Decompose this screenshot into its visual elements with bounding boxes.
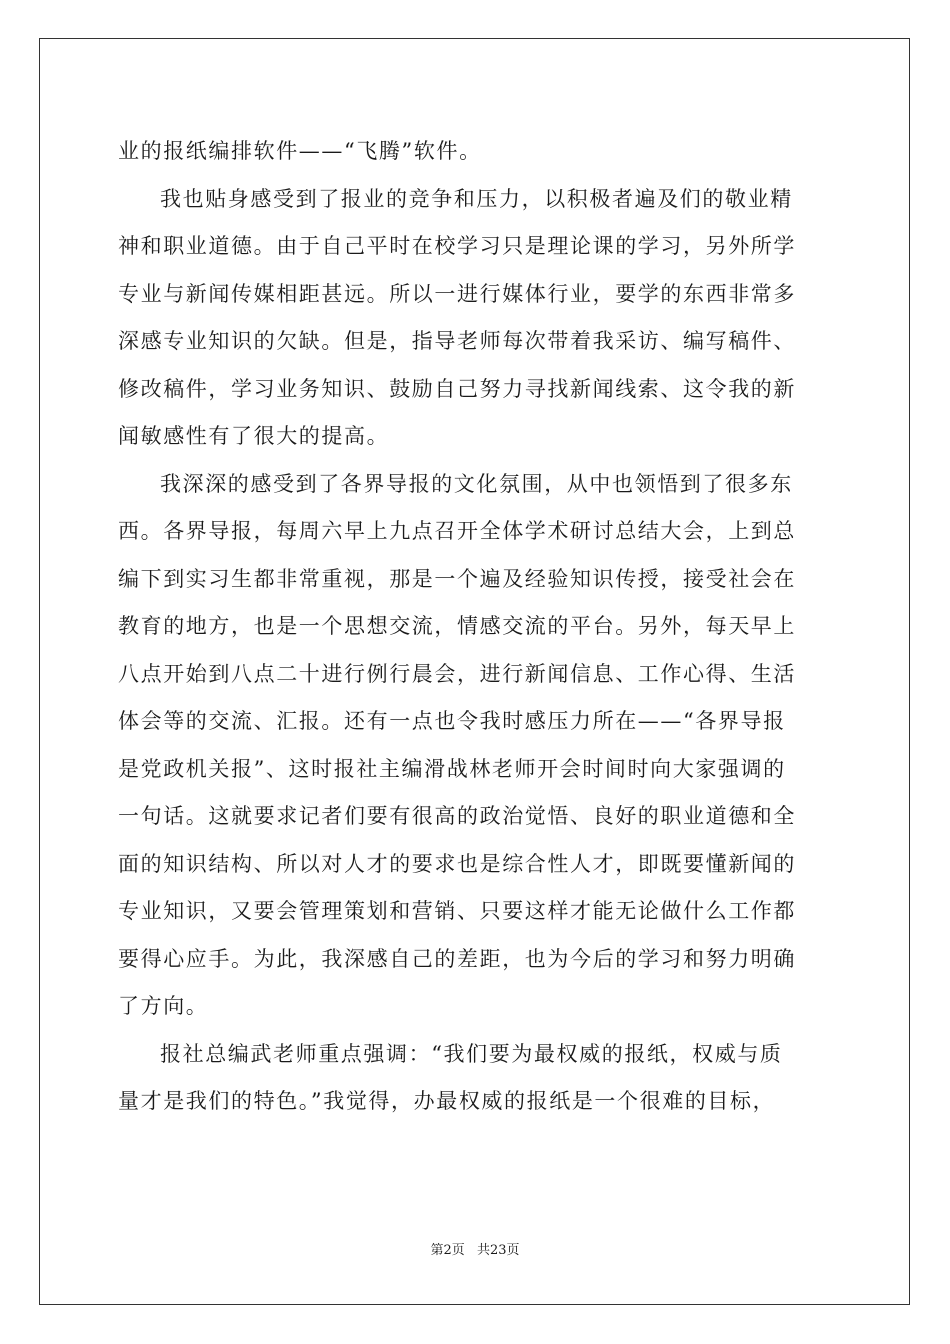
text-line: 我深深的感受到了各界导报的文化氛围，从中也领悟到了很多东 [160,472,793,496]
text-line: 修改稿件，学习业务知识、鼓励自己努力寻找新闻线索、这令我的新 [118,377,796,401]
text-line: 教育的地方，也是一个思想交流，情感交流的平台。另外，每天早上 [118,614,796,638]
page-total: 共23页 [476,1243,520,1258]
text-line: 面的知识结构、所以对人才的要求也是综合性人才，即既要懂新闻的 [118,852,796,876]
text-line: 神和职业道德。由于自己平时在校学习只是理论课的学习，另外所学 [118,234,796,258]
text-line: 我也贴身感受到了报业的竞争和压力，以积极者遍及们的敬业精 [160,187,793,211]
text-line: 闻敏感性有了很大的提高。 [118,424,390,448]
text-line: 是党政机关报”、这时报社主编滑战林老师开会时间时向大家强调的 [118,757,786,781]
text-line: 西。各界导报，每周六早上九点召开全体学术研讨总结大会，上到总 [118,519,796,543]
text-line: 量才是我们的特色。”我觉得，办最权威的报纸是一个很难的目标， [118,1089,776,1113]
text-line: 专业与新闻传媒相距甚远。所以一进行媒体行业，要学的东西非常多 [118,282,796,306]
text-line: 报社总编武老师重点强调：“我们要为最权威的报纸，权威与质 [160,1042,783,1066]
text-line: 编下到实习生都非常重视，那是一个遍及经验知识传授，接受社会在 [118,567,796,591]
page-number: 第2页 [430,1243,465,1258]
text-line: 深感专业知识的欠缺。但是，指导老师每次带着我采访、编写稿件、 [118,329,796,353]
text-line: 业的报纸编排软件——“飞腾”软件。 [118,139,482,163]
text-line: 一句话。这就要求记者们要有很高的政治觉悟、良好的职业道德和全 [118,804,796,828]
text-line: 要得心应手。为此，我深感自己的差距，也为今后的学习和努力明确 [118,947,796,971]
text-line: 专业知识，又要会管理策划和营销、只要这样才能无论做什么工作都 [118,899,796,923]
text-line: 体会等的交流、汇报。还有一点也令我时感压力所在——“各界导报 [118,709,786,733]
text-line: 了方向。 [118,994,209,1018]
text-line: 八点开始到八点二十进行例行晨会，进行新闻信息、工作心得、生活 [118,662,796,686]
page-footer [0,1243,950,1259]
